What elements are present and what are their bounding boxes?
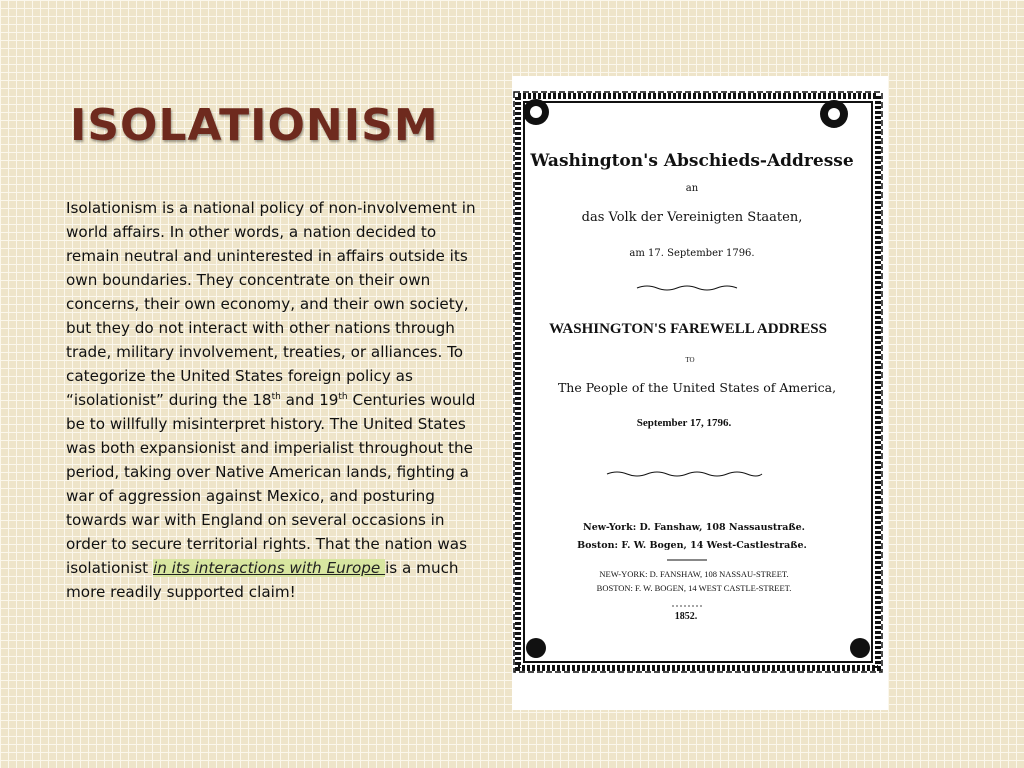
english-publisher-boston: BOSTON: F. W. BOGEN, 14 WEST CASTLE-STREET.: [596, 583, 792, 593]
body-text-part-4: is a much more readily supported claim!: [66, 559, 459, 601]
publication-year: 1852.: [674, 611, 698, 622]
corner-ornament-icon: [850, 638, 870, 658]
wavy-divider: [637, 286, 737, 290]
body-text-part-3: Centuries would be to willfully misinterpret history. The United States was both expansionist and imperialist throughout the period, taking over Native American lands, fighting a war of aggression against Mexico, and posturing towards war with England on several occasions in order to secure territorial rights. That the nation was isolationist: [66, 391, 476, 577]
german-an: an: [685, 183, 699, 194]
superscript-th-1: th: [271, 391, 281, 402]
english-date: September 17, 1796.: [636, 417, 732, 429]
wavy-divider: [607, 472, 762, 476]
title-page-illustration: [512, 76, 888, 710]
german-recipient: das Volk der Vereinigten Staaten,: [581, 210, 803, 225]
body-text-part-1: Isolationism is a national policy of non-involvement in world affairs. In other words, a nation decided to remain neutral and uninterested in affairs outside its own boundaries. They concentrate on their own concerns, their own economy, and their own society, but they do not interact with other nations through trade, military involvement, treaties, or alliances. To categorize the United States foreign policy as “isolationist” during the 18: [66, 199, 476, 409]
body-text: [66, 196, 476, 604]
german-publisher-boston: Boston: F. W. Bogen, 14 West-Castlestraße.: [577, 540, 807, 551]
german-title: Washington's Abschieds-Addresse: [530, 151, 854, 171]
english-publisher-new-york: NEW-YORK: D. FANSHAW, 108 NASSAU-STREET.: [599, 569, 789, 579]
english-recipient: The People of the United States of America,: [557, 380, 837, 395]
german-publisher-new-york: New-York: D. Fanshaw, 108 Nassaustraße.: [583, 522, 805, 533]
corner-ornament-icon: [530, 106, 542, 118]
superscript-th-2: th: [338, 391, 348, 402]
europe-interactions-link[interactable]: in its interactions with Europe: [152, 559, 386, 577]
corner-ornament-icon: [828, 108, 840, 120]
corner-ornament-icon: [526, 638, 546, 658]
english-title: WASHINGTON'S FAREWELL ADDRESS: [549, 321, 827, 337]
body-text-part-2: and 19: [280, 391, 339, 409]
slide-title: ISOLATIONISM: [70, 100, 439, 151]
german-date: am 17. September 1796.: [629, 248, 755, 259]
farewell-address-title-page-image: [512, 76, 888, 710]
english-to: TO: [685, 356, 695, 364]
